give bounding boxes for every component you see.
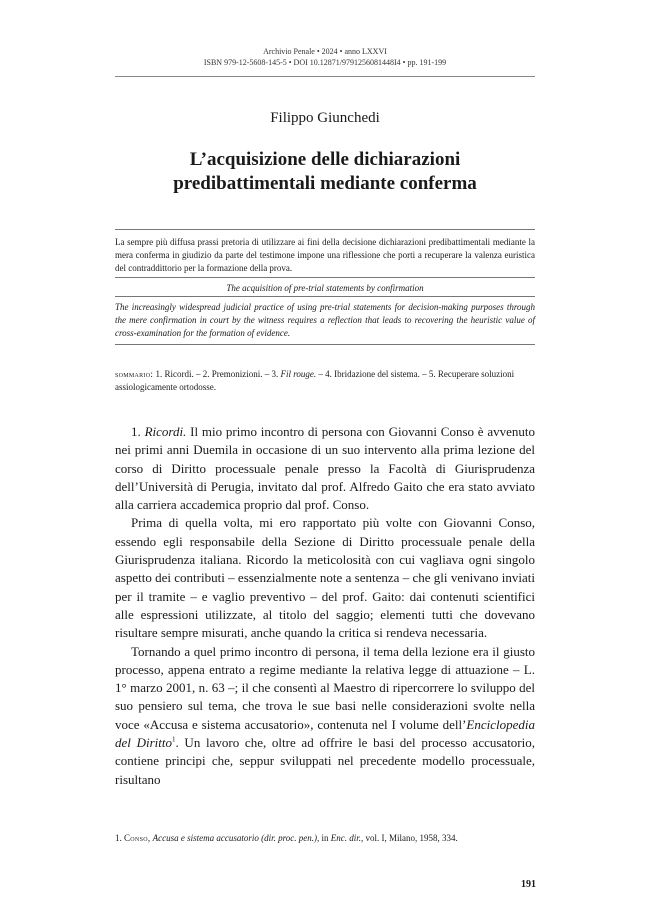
footnote-author: Conso, [124, 833, 151, 843]
abstract-en-rule [115, 296, 535, 297]
footnote-in: in [321, 833, 329, 843]
footnote-ref: 1 [171, 735, 176, 744]
summary-item-2-num: – 2. [195, 369, 210, 379]
abstract-english: The increasingly widespread judicial practice of using pre-trial statements for decision-making purposes through the mere confirmation in court by the witness requires a reflection that leads to recovering the heuristic value of cross-examination for the formation of evidence. [115, 302, 535, 338]
article-title [115, 148, 535, 196]
article-author: Filippo Giunchedi [270, 110, 380, 126]
summary-item-5-num: – 5. [422, 369, 436, 379]
summary-item-1: Ricordi. [164, 369, 194, 379]
table-of-contents [115, 368, 535, 394]
section-number: 1. [131, 424, 141, 439]
section-heading: Ricordi. [144, 424, 187, 439]
paragraph-3 [115, 643, 535, 789]
isbn-doi-info: ISBN 979-12-5608-145-5 • DOI 10.12871/9791256081448I4 • pp. 191-199 [203, 58, 447, 67]
summary-item-3-num: – 3. [264, 369, 279, 379]
abstract-mid-rule [115, 277, 535, 278]
running-header [115, 46, 535, 68]
title-line-1: L’acquisizione delle dichiarazioni [189, 149, 461, 170]
abstract-english-title: The acquisition of pre-trial statements by confirmation [226, 283, 424, 293]
paragraph-1-text: Il mio primo incontro di persona con Giovanni Conso è avvenuto nei primi anni Duemila in occasione di un suo intervento alla prima lezione del corso di Diritto processuale penale presso la Facoltà di Giurisprudenza dell’Università di Perugia, invitato dal prof. Alfredo Gaito che era stato avviato alla carriera accademica proprio dal prof. Conso. [115, 424, 536, 513]
paragraph-1 [115, 423, 535, 514]
footnote-title: Accusa e sistema accusatorio (dir. proc. pen.), [152, 833, 320, 843]
title-line-2: predibattimentali mediante conferma [173, 173, 477, 194]
paragraph-3-text-a: Tornando a quel primo incontro di persona, il tema della lezione era il giusto processo, appena entrato a regime mediante la relativa legge di attuazione – L. 1° marzo 2001, n. 63 –; il che consentì al Maestro di ripercorrere lo sviluppo del suo pensiero sul tema, che trova le sue basi nelle considerazioni svolte nella voce «Accusa e sistema accusatorio», contenuta nel I volume dell’ [115, 643, 535, 732]
article-body [115, 423, 535, 789]
summary-item-4: Ibridazione del sistema. [334, 369, 420, 379]
summary-label: sommario: [115, 369, 154, 379]
abstract-italian: La sempre più diffusa prassi pretoria di utilizzare ai fini della decisione dichiarazioni predibattimentali mediante la mera conferma in giudizio da parte del testimone impone una riflessione che porti a recuperare la valenza euristica del contraddittorio per la formazione della prova. [115, 237, 535, 273]
footnote-rest: vol. I, Milano, 1958, 334. [365, 833, 458, 843]
paragraph-3-text-b: . Un lavoro che, oltre ad offrire le basi del processo accusatorio, contiene principi che, seppur sviluppati nel precedente modello processuale, risultano [115, 735, 535, 787]
journal-info: Archivio Penale • 2024 • anno LXXVI [263, 47, 387, 56]
summary-item-1-num: 1. [155, 369, 163, 379]
footnote-1 [115, 832, 535, 844]
summary-item-2: Premonizioni. [211, 369, 263, 379]
footnote-number: 1. [115, 833, 122, 843]
header-rule [115, 76, 535, 77]
abstract-top-rule [115, 229, 535, 230]
paragraph-2: Prima di quella volta, mi ero rapportato più volte con Giovanni Conso, essendo egli responsabile della Sezione di Diritto processuale penale della Giurisprudenza italiana. Ricordo la meticolosità con cui vagliava ogni singolo aspetto dei contributi – essenzialmente note a sentenza – che gli venivano inviati per il tramite – e vaglio preventivo – del prof. Gaito: dai contenuti scientifici alle espressioni utilizzate, al titolo del saggio; elementi tutti che dovevano risultare sempre misurati, anche quando la critica si rendeva necessaria. [115, 515, 535, 641]
encyclopedia-title: Enciclopedia del Diritto [115, 716, 535, 751]
page-number: 191 [521, 879, 536, 890]
summary-item-5: Recuperare soluzioni assiologicamente ortodosse. [115, 369, 515, 392]
summary-item-3: Fil rouge. [280, 369, 317, 379]
footnote-journal: Enc. dir., [330, 833, 364, 843]
summary-item-4-num: – 4. [318, 369, 332, 379]
abstract-bottom-rule [115, 344, 535, 345]
